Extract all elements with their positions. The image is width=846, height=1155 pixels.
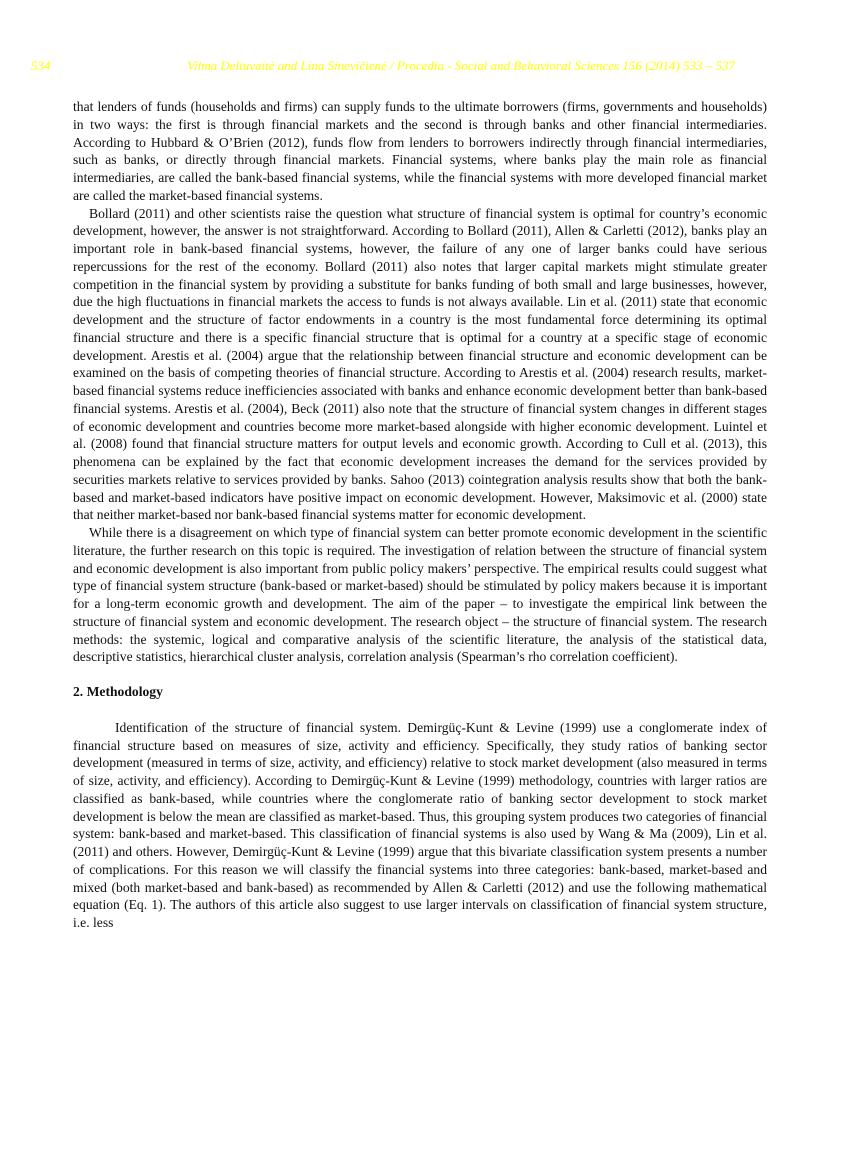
running-header <box>0 58 846 76</box>
article-body <box>73 98 767 932</box>
running-title: Vilma Deltuvaitė and Lina Sinevičienė / Procedia - Social and Behavioral Sciences 156 (2014) 533 – 537 <box>187 58 736 73</box>
paragraph: Bollard (2011) and other scientists raise the question what structure of financial system is optimal for country’s economic development, however, the answer is not straightforward. According to Bollard (2011), Allen & Carletti (2012), banks play an important role in bank-based financial systems, however, the failure of any one of larger banks could have serious repercussions for the rest of the economy. Bollard (2011) also notes that larger capital markets might stimulate greater competition in the financial system by providing a substitute for banks funding of both small and large businesses, however, due the high fluctuations in financial markets the access to funds is not always available. Lin et al. (2011) state that economic development and the structure of factor endowments in a country is the most fundamental force determining its optimal financial structure and there is a specific financial structure that is optimal for a country at a specific stage of economic development. Arestis et al. (2004) argue that the relationship between financial structure and economic development can be examined on the basis of competing theories of financial structure. According to Arestis et al. (2004) research results, market-based financial systems reduce inefficiencies associated with banks and enhance economic development better than bank-based financial systems. Arestis et al. (2004), Beck (2011) also note that the structure of financial system changes in different stages of economic development and countries become more market-based alongside with higher economic development. Luintel et al. (2008) found that financial structure matters for output levels and economic growth. According to Cull et al. (2013), this phenomena can be explained by the fact that economic development increases the demand for the services provided by securities markets relative to services provided by banks. Sahoo (2013) cointegration analysis results show that both the bank-based and market-based indicators have positive impact on economic development. However, Maksimovic et al. (2000) state that neither market-based nor bank-based financial systems matter for economic development. <box>73 205 767 523</box>
page-number: 534 <box>31 58 51 73</box>
paragraph: Identification of the structure of financial system. Demirgüç-Kunt & Levine (1999) use a conglomerate index of financial structure based on measures of size, activity and efficiency. Specifically, they study ratios of banking sector development (measured in terms of size, activity, and efficiency) relative to stock market development (also measured in terms of size, activity, and efficiency). According to Demirgüç-Kunt & Levine (1999) methodology, countries with larger ratios are classified as bank-based, while countries where the conglomerate ratio of banking sector development to stock market development is below the mean are classified as market-based. Thus, this grouping system produces two categories of financial system: bank-based and market-based. This classification of financial systems is also used by Wang & Ma (2009), Lin et al. (2011) and others. However, Demirgüç-Kunt & Levine (1999) argue that this bivariate classification system presents a number of complications. For this reason we will classify the financial systems into three categories: bank-based, market-based and mixed (both market-based and bank-based) as recommended by Allen & Carletti (2012) and use the following mathematical equation (Eq. 1). The authors of this article also suggest to use larger intervals on classification of financial system structure, i.e. less <box>73 719 767 930</box>
section-heading: 2. Methodology <box>73 684 163 699</box>
paragraph: that lenders of funds (households and firms) can supply funds to the ultimate borrowers (firms, governments and households) in two ways: the first is through financial markets and the second is through banks and other financial intermediaries. According to Hubbard & O’Brien (2012), funds flow from lenders to borrowers indirectly through financial intermediaries, such as banks, or directly through financial markets. Financial systems, where banks play the main role as financial intermediaries, are called the bank-based financial systems, while the financial systems with more developed financial market are called the market-based financial systems. <box>73 99 767 203</box>
paragraph: While there is a disagreement on which type of financial system can better promote economic development in the scientific literature, the further research on this topic is required. The investigation of relation between the structure of financial system and economic development is also important from public policy makers’ perspective. The empirical results could suggest what type of financial system structure (bank-based or market-based) should be stimulated by policy makers because it is important for a long-term economic growth and development. The aim of the paper – to investigate the empirical link between the structure of financial system and economic development. The research object – the structure of financial system. The research methods: the systemic, logical and comparative analysis of the scientific literature, the analysis of the statistical data, descriptive statistics, hierarchical cluster analysis, correlation analysis (Spearman’s rho correlation coefficient). <box>73 525 767 665</box>
